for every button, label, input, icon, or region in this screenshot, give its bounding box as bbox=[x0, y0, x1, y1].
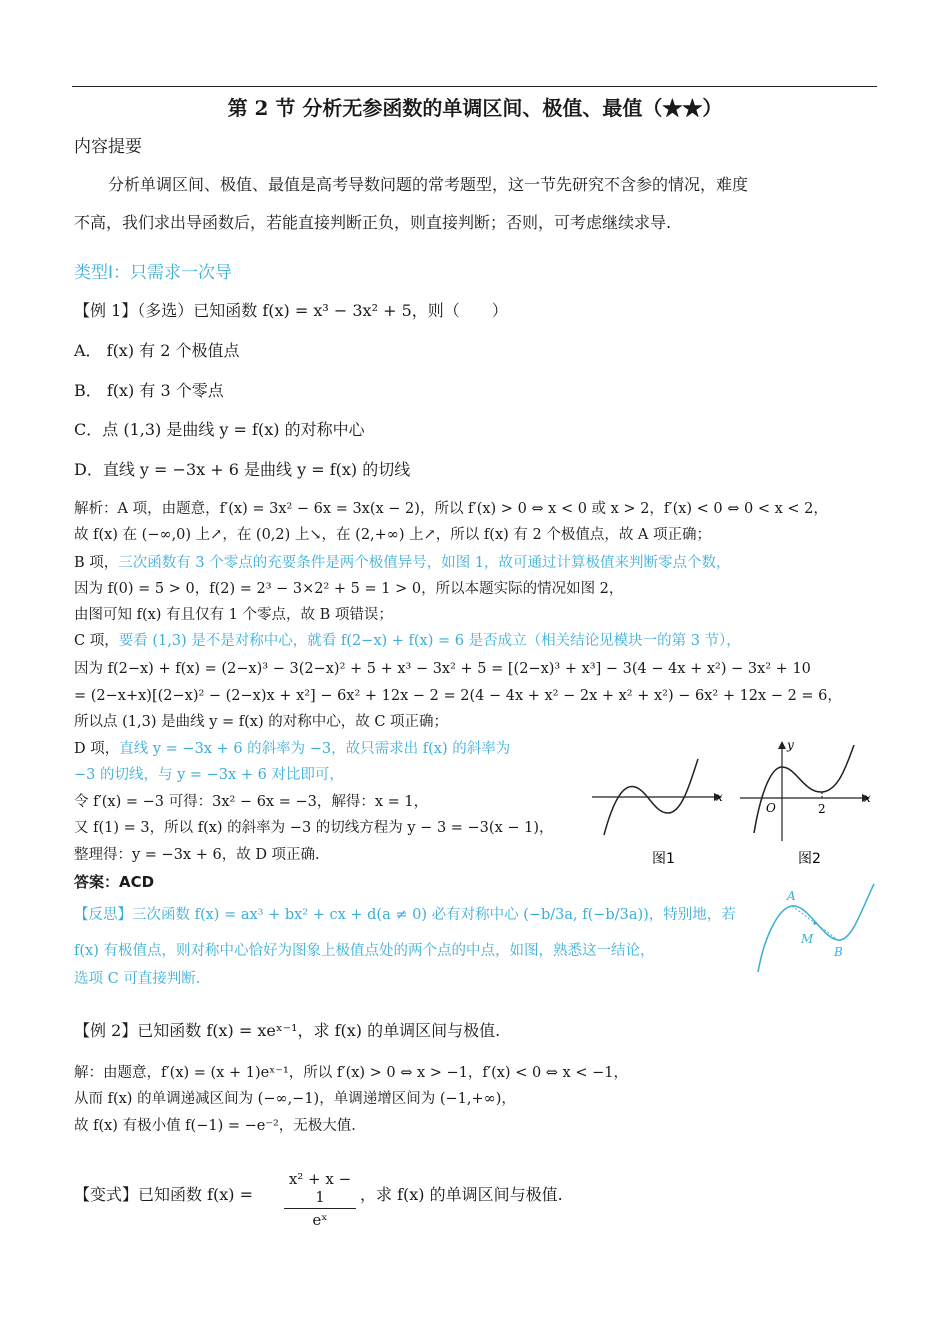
solution-line-4: 因为 f(0) = 5 > 0，f(2) = 2³ − 3×2² + 5 = 1 > 0，所以本题实际的情况如图 2， bbox=[74, 581, 624, 597]
example1-stem: 【例 1】（多选）已知函数 f(x) = x³ − 3x² + 5，则（ ） bbox=[74, 301, 508, 320]
fig1-caption: 图1 bbox=[652, 851, 675, 867]
fig2-tick-label: 2 bbox=[818, 802, 826, 816]
variant-denominator: eˣ bbox=[312, 1211, 328, 1229]
solution-line-6: C 项，要看 (1,3) 是不是对称中心，就看 f(2−x) + f(x) = 6 是否成立（相关结论见模块一的第 3 节）， bbox=[74, 633, 741, 649]
example1-option-c: C．点 (1,3) 是曲线 y = f(x) 的对称中心 bbox=[74, 420, 365, 439]
solution-line-2: 故 f(x) 在 (−∞,0) 上↗，在 (0,2) 上↘，在 (2,+∞) 上↗，所以 f(x) 有 2 个极值点，故 A 项正确； bbox=[74, 527, 712, 543]
reflection-line-1: 【反思】三次函数 f(x) = ax³ + bx² + cx + d(a ≠ 0) 必有对称中心 (−b/3a, f(−b/3a))，特别地，若 bbox=[74, 907, 736, 923]
example2-solution-line-2: 从而 f(x) 的单调递减区间为 (−∞,−1)，单调递增区间为 (−1,+∞)， bbox=[74, 1091, 516, 1107]
summary-line-1: 分析单调区间、极值、最值是高考导数问题的常考题型，这一节先研究不含参的情况，难度 bbox=[108, 175, 749, 194]
point-m-label: M bbox=[801, 932, 814, 946]
point-b-label: B bbox=[834, 945, 843, 959]
variant-fraction bbox=[284, 1170, 356, 1229]
variant-numerator: x² + x − 1 bbox=[288, 1170, 352, 1206]
variant-suffix: ，求 f(x) 的单调区间与极值. bbox=[360, 1185, 563, 1204]
header-rule bbox=[72, 86, 877, 87]
reflection-figure bbox=[752, 878, 878, 978]
example1-option-d: D．直线 y = −3x + 6 是曲线 y = f(x) 的切线 bbox=[74, 460, 411, 479]
example1-option-b: B． f(x) 有 3 个零点 bbox=[74, 381, 224, 400]
example1-answer: 答案：ACD bbox=[74, 873, 155, 891]
fig2-y-label: y bbox=[787, 738, 794, 752]
fig2-origin-label: O bbox=[766, 801, 776, 815]
solution-line-7: 因为 f(2−x) + f(x) = (2−x)³ − 3(2−x)² + 5 + x³ − 3x² + 5 = [(2−x)³ + x³] − 3(4 − 4x + x²) − 3x² + 10 bbox=[74, 661, 811, 677]
example2-solution-line-3: 故 f(x) 有极小值 f(−1) = −e⁻²，无极大值. bbox=[74, 1118, 356, 1134]
example2-solution-line-1: 解：由题意，f′(x) = (x + 1)eˣ⁻¹，所以 f′(x) > 0 ⇔ x > −1，f′(x) < 0 ⇔ x < −1， bbox=[74, 1065, 628, 1081]
reflection-line-3: 选项 C 可直接判断. bbox=[74, 971, 201, 987]
solution-line-5: 由图可知 f(x) 有且仅有 1 个零点，故 B 项错误； bbox=[74, 607, 393, 623]
solution-line-12: 令 f′(x) = −3 可得：3x² − 6x = −3，解得：x = 1， bbox=[74, 794, 429, 810]
example2-stem: 【例 2】已知函数 f(x) = xeˣ⁻¹，求 f(x) 的单调区间与极值. bbox=[74, 1021, 501, 1040]
fig2-x-label: x bbox=[864, 791, 871, 805]
solution-line-14: 整理得：y = −3x + 6，故 D 项正确. bbox=[74, 847, 320, 863]
summary-heading: 内容提要 bbox=[74, 137, 142, 157]
fig2-caption: 图2 bbox=[798, 851, 821, 867]
solution-line-1: 解析：A 项，由题意，f′(x) = 3x² − 6x = 3x(x − 2)，所以 f′(x) > 0 ⇔ x < 0 或 x > 2，f′(x) < 0 ⇔ 0 < x < 2， bbox=[74, 501, 828, 517]
solution-line-13: 又 f(1) = 3，所以 f(x) 的斜率为 −3 的切线方程为 y − 3 = −3(x − 1)， bbox=[74, 820, 554, 836]
summary-line-2: 不高，我们求出导函数后，若能直接判断正负，则直接判断；否则，可考虑继续求导. bbox=[74, 213, 672, 232]
figure-1 bbox=[590, 755, 730, 870]
solution-line-10: D 项，直线 y = −3x + 6 的斜率为 −3，故只需求出 f(x) 的斜率为 bbox=[74, 741, 511, 757]
solution-line-9: 所以点 (1,3) 是曲线 y = f(x) 的对称中心，故 C 项正确； bbox=[74, 714, 449, 730]
type-heading: 类型Ⅰ：只需求一次导 bbox=[74, 263, 233, 283]
solution-line-11: −3 的切线，与 y = −3x + 6 对比即可， bbox=[74, 767, 344, 783]
solution-line-8: = (2−x+x)[(2−x)² − (2−x)x + x²] − 6x² + 12x − 2 = 2(4 − 4x + x² − 2x + x² + x²) − 6x² + 12x − 2 = 6， bbox=[74, 688, 842, 704]
reflection-line-2: f(x) 有极值点，则对称中心恰好为图象上极值点处的两个点的中点，如图，熟悉这一结论， bbox=[74, 943, 655, 959]
point-a-label: A bbox=[787, 889, 796, 903]
example1-option-a: A． f(x) 有 2 个极值点 bbox=[74, 341, 240, 360]
variant-prefix: 【变式】已知函数 f(x) = bbox=[74, 1185, 254, 1204]
figure-2 bbox=[738, 737, 878, 872]
fig1-x-label: x bbox=[716, 790, 723, 804]
solution-line-3: B 项，三次函数有 3 个零点的充要条件是两个极值异号，如图 1，故可通过计算极值来判断零点个数， bbox=[74, 555, 731, 571]
page-title: 第 2 节 分析无参函数的单调区间、极值、最值（★★） bbox=[227, 96, 723, 120]
